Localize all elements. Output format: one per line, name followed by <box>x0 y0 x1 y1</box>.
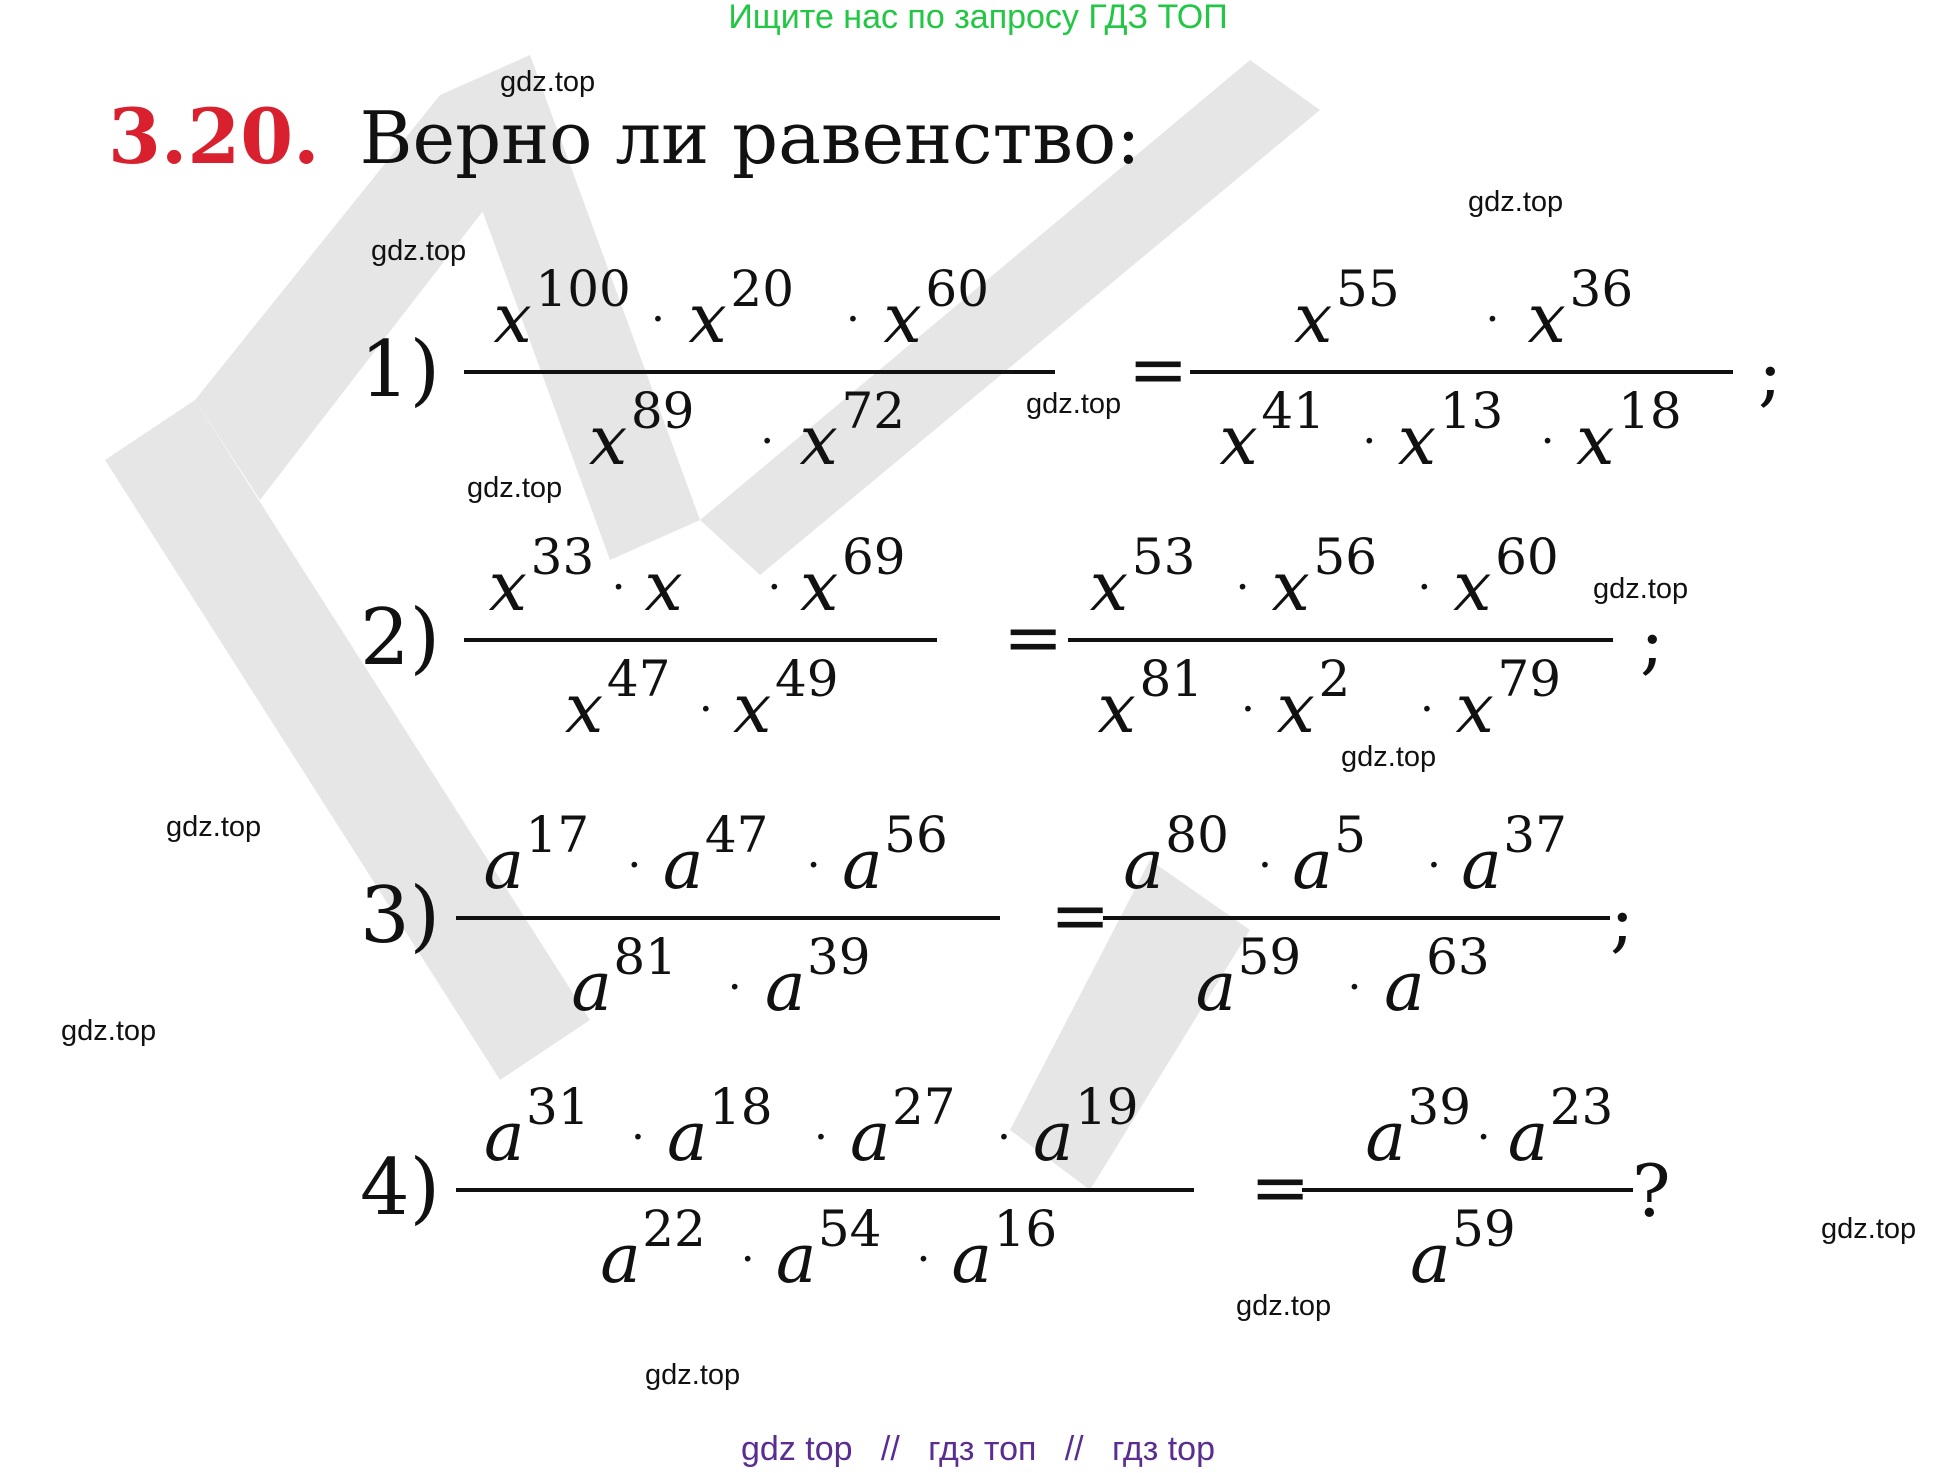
watermark-label: gdz.top <box>1468 186 1564 218</box>
power-base: a <box>849 1098 891 1177</box>
multiply-sign: · <box>1362 416 1377 467</box>
power-exponent: 59 <box>1237 928 1302 986</box>
end-punctuation: ; <box>1758 331 1783 415</box>
power-base: a <box>1461 826 1502 905</box>
end-punctuation: ? <box>1632 1149 1671 1233</box>
power-base: x <box>644 548 683 627</box>
multiply-sign: · <box>1235 562 1250 613</box>
power-base: x <box>588 402 628 481</box>
multiply-sign: · <box>846 294 860 345</box>
power-base: a <box>1123 826 1164 905</box>
footer-separator: // <box>1064 1430 1084 1468</box>
power-exponent: 31 <box>525 1078 590 1136</box>
power-exponent: 39 <box>1407 1078 1472 1136</box>
multiply-sign: · <box>997 1112 1011 1163</box>
equation-item-3 <box>360 806 1634 1027</box>
power-exponent: 41 <box>1261 382 1326 440</box>
power-base: a <box>951 1220 993 1299</box>
power-exponent: 16 <box>993 1200 1058 1258</box>
equals-sign: = <box>1003 595 1064 679</box>
watermark-label: gdz.top <box>467 472 563 504</box>
equation-item-2 <box>360 528 1664 749</box>
power-exponent: 69 <box>842 528 906 586</box>
power-base: a <box>662 826 704 905</box>
power-exponent: 89 <box>630 382 695 440</box>
multiply-sign: · <box>1476 1112 1491 1163</box>
power-exponent: 80 <box>1165 806 1229 864</box>
power-base: a <box>1410 1220 1451 1299</box>
power-exponent: 37 <box>1503 806 1567 864</box>
power-base: x <box>1527 280 1566 359</box>
power-base: a <box>842 826 883 905</box>
power-exponent: 79 <box>1497 650 1562 708</box>
multiply-sign: · <box>916 1234 931 1285</box>
multiply-sign: · <box>727 962 742 1013</box>
power-base: x <box>1453 548 1492 627</box>
power-base: a <box>1384 948 1425 1027</box>
power-base: a <box>600 1220 641 1299</box>
power-base: x <box>488 548 528 627</box>
power-exponent: 17 <box>525 806 590 864</box>
end-punctuation: ; <box>1610 877 1635 961</box>
power-exponent: 56 <box>884 806 948 864</box>
power-exponent: 54 <box>817 1200 882 1258</box>
multiply-sign: · <box>1427 840 1441 891</box>
power-exponent: 18 <box>708 1078 773 1136</box>
multiply-sign: · <box>651 294 665 345</box>
power-exponent: 72 <box>841 382 906 440</box>
multiply-sign: · <box>631 1112 645 1163</box>
power-base: a <box>1365 1098 1406 1177</box>
power-exponent: 59 <box>1452 1200 1516 1258</box>
power-exponent: 55 <box>1336 260 1400 318</box>
problem-number: 3.20. <box>108 92 320 181</box>
power-exponent: 2 <box>1318 650 1351 708</box>
watermark-label: gdz.top <box>1341 741 1437 773</box>
multiply-sign: · <box>767 562 782 613</box>
power-base: x <box>1455 670 1494 749</box>
power-exponent: 13 <box>1439 382 1504 440</box>
power-exponent: 33 <box>530 528 595 586</box>
power-base: x <box>1271 548 1310 627</box>
power-base: a <box>571 948 612 1027</box>
item-label: 4) <box>360 1143 441 1233</box>
power-base: a <box>483 826 525 905</box>
search-banner[interactable]: Ищите нас по запросу ГДЗ ТОП <box>728 0 1228 36</box>
equals-sign: = <box>1050 873 1111 957</box>
watermark-label: gdz.top <box>500 66 596 98</box>
equation-item-1 <box>360 260 1782 481</box>
multiply-sign: · <box>1420 684 1434 735</box>
power-exponent: 39 <box>807 928 871 986</box>
multiply-sign: · <box>611 562 626 613</box>
multiply-sign: · <box>1540 416 1555 467</box>
footer-link-gdz-top[interactable]: gdz top <box>741 1430 853 1468</box>
power-exponent: 60 <box>1495 528 1559 586</box>
equals-sign: = <box>1250 1145 1311 1229</box>
power-exponent: 19 <box>1074 1078 1139 1136</box>
watermark-label: gdz.top <box>61 1015 157 1047</box>
equals-sign: = <box>1128 327 1189 411</box>
multiply-sign: · <box>1417 562 1432 613</box>
power-base: x <box>799 402 838 481</box>
power-base: x <box>733 670 772 749</box>
power-exponent: 27 <box>891 1078 956 1136</box>
multiply-sign: · <box>760 416 775 467</box>
power-base: a <box>765 948 806 1027</box>
power-exponent: 23 <box>1549 1078 1614 1136</box>
footer-link-gdz-top-ru[interactable]: гдз топ <box>928 1430 1037 1468</box>
power-base: a <box>1195 948 1237 1027</box>
multiply-sign: · <box>740 1234 755 1285</box>
item-label: 3) <box>360 871 441 961</box>
footer-separator: // <box>880 1430 900 1468</box>
power-base: x <box>1097 670 1136 749</box>
item-label: 1) <box>360 325 441 415</box>
footer-link-gdz-top-mixed[interactable]: гдз top <box>1111 1430 1215 1468</box>
power-exponent: 47 <box>704 806 769 864</box>
power-base: x <box>1276 670 1315 749</box>
multiply-sign: · <box>806 840 821 891</box>
power-base: a <box>1292 826 1333 905</box>
multiply-sign: · <box>1241 684 1255 735</box>
power-base: a <box>483 1098 525 1177</box>
power-exponent: 22 <box>642 1200 706 1258</box>
power-exponent: 5 <box>1334 806 1367 864</box>
power-base: x <box>1089 548 1129 627</box>
power-base: x <box>1294 280 1333 359</box>
multiply-sign: · <box>814 1112 828 1163</box>
power-base: a <box>775 1220 817 1299</box>
item-label: 2) <box>360 593 441 683</box>
equation-item-4 <box>360 1078 1671 1299</box>
power-base: x <box>800 548 839 627</box>
power-base: a <box>1507 1098 1549 1177</box>
power-base: x <box>493 280 532 359</box>
power-exponent: 49 <box>775 650 839 708</box>
power-base: a <box>1032 1098 1074 1177</box>
multiply-sign: · <box>698 684 713 735</box>
power-exponent: 56 <box>1313 528 1378 586</box>
power-base: x <box>1397 402 1437 481</box>
power-base: x <box>1576 402 1615 481</box>
power-exponent: 60 <box>925 260 990 318</box>
multiply-sign: · <box>1485 294 1500 345</box>
multiply-sign: · <box>1258 840 1272 891</box>
watermark-label: gdz.top <box>1821 1213 1917 1245</box>
watermark-label: gdz.top <box>1026 388 1122 420</box>
power-base: x <box>688 280 727 359</box>
power-base: x <box>564 670 604 749</box>
watermark-label: gdz.top <box>1593 573 1689 605</box>
multiply-sign: · <box>627 840 642 891</box>
power-exponent: 53 <box>1131 528 1196 586</box>
power-base: a <box>666 1098 708 1177</box>
power-exponent: 81 <box>1139 650 1204 708</box>
power-exponent: 47 <box>606 650 671 708</box>
watermark-label: gdz.top <box>371 235 467 267</box>
power-exponent: 63 <box>1426 928 1490 986</box>
problem-prompt: Верно ли равенство: <box>359 96 1141 180</box>
power-exponent: 36 <box>1569 260 1634 318</box>
power-exponent: 100 <box>535 260 631 318</box>
power-base: x <box>883 280 922 359</box>
power-exponent: 81 <box>613 928 677 986</box>
power-base: x <box>1219 402 1258 481</box>
watermark-label: gdz.top <box>166 811 262 843</box>
watermark-label: gdz.top <box>1236 1290 1332 1322</box>
power-exponent: 18 <box>1618 382 1682 440</box>
power-exponent: 20 <box>730 260 795 318</box>
end-punctuation: ; <box>1640 599 1665 683</box>
watermark-label: gdz.top <box>645 1359 741 1391</box>
multiply-sign: · <box>1347 962 1362 1013</box>
